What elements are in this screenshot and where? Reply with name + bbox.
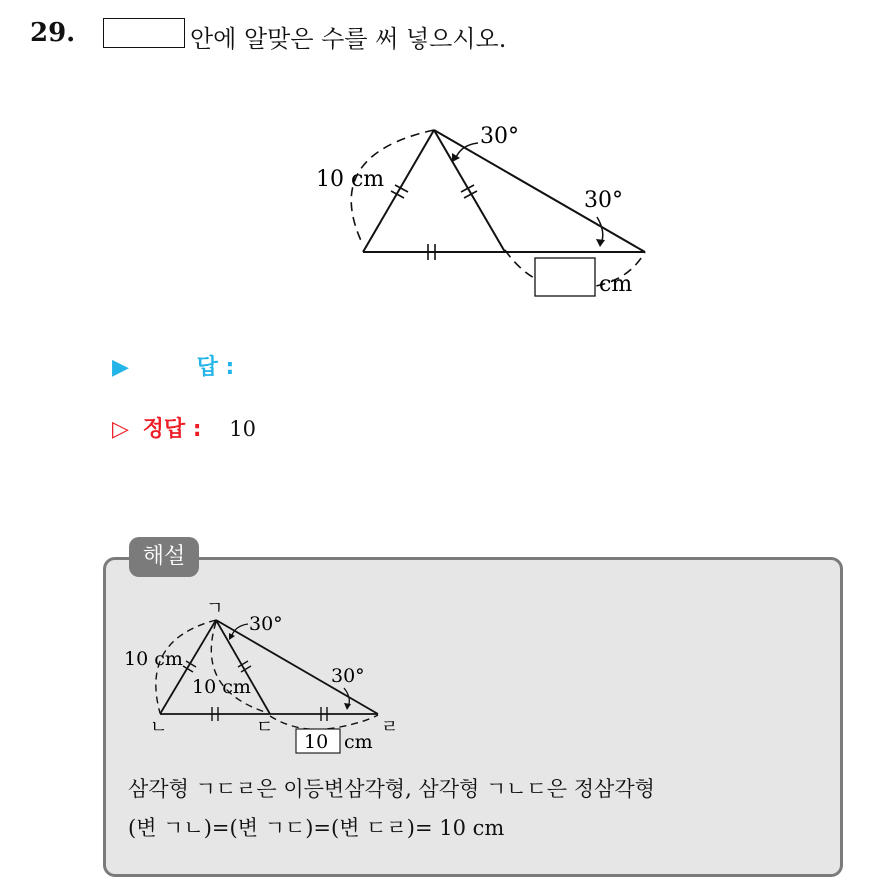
sol-answer-unit: cm <box>344 731 373 753</box>
solution-tab: 해설 <box>129 537 199 577</box>
label-unit-cm: cm <box>599 272 633 297</box>
sol-bottom-dashed-arc <box>270 715 378 729</box>
sol-label-angle-right: 30° <box>331 665 365 687</box>
sol-vertex-top: ㄱ <box>206 598 224 619</box>
sol-vertex-mid: ㄷ <box>256 717 274 738</box>
play-icon: ▶ <box>112 355 129 380</box>
sol-label-side-inner: 10 cm <box>192 676 251 698</box>
outline-play-icon: ▷ <box>112 417 129 442</box>
solution-text-line-2: (변 ㄱㄴ)=(변 ㄱㄷ)=(변 ㄷㄹ)= 10 cm <box>128 816 505 840</box>
sol-inner-dashed-arc <box>211 622 268 713</box>
question-number: 29. <box>30 18 76 48</box>
sol-label-angle-top: 30° <box>249 613 283 635</box>
sol-label-side-left: 10 cm <box>124 648 183 670</box>
correct-answer-value: 10 <box>229 417 256 441</box>
sol-vertex-left: ㄴ <box>150 717 168 738</box>
label-angle-right: 30° <box>584 188 623 213</box>
sol-vertex-right: ㄹ <box>381 717 399 738</box>
label-angle-top: 30° <box>480 124 519 149</box>
sol-answer-value: 10 <box>304 731 329 753</box>
answer-label: 답 : <box>196 355 235 380</box>
solution-text-line-1: 삼각형 ㄱㄷㄹ은 이등변삼각형, 삼각형 ㄱㄴㄷ은 정삼각형 <box>128 777 655 801</box>
label-side-10cm: 10 cm <box>316 167 385 192</box>
correct-answer-label: 정답 : <box>142 417 202 442</box>
question-text: 안에 알맞은 수를 써 넣으시오. <box>190 25 507 53</box>
